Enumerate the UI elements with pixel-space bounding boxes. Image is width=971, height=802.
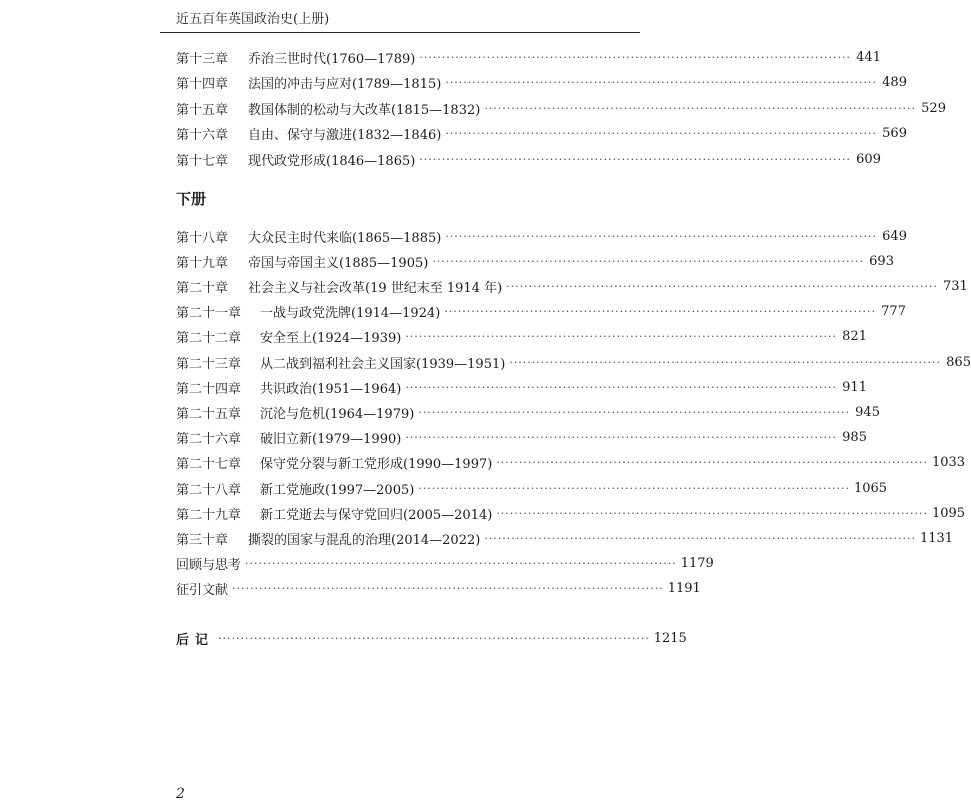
chapter-title: 新工党逝去与保守党回归(2005—2014) [260,507,493,523]
toc-entry[interactable] [176,453,966,473]
toc-entry[interactable] [176,302,906,322]
chapter-number: 第二十章 [176,280,229,296]
toc-entry[interactable] [176,503,966,523]
chapter-number: 第十九章 [176,255,229,271]
leader-dots: ································································································ [418,405,850,419]
page-ref: 821 [842,329,867,345]
toc-entry[interactable] [176,226,907,246]
chapter-title: 破旧立新(1979—1990) [260,432,402,448]
leader-dots: ································································································ [445,229,877,243]
toc-entry[interactable] [176,377,867,397]
page-ref: 489 [882,75,907,90]
leader-dots: ································································································ [218,631,650,645]
page-ref: 1179 [680,556,714,572]
toc-entry[interactable] [176,251,894,271]
chapter-title: 从二战到福利社会主义国家(1939—1951) [260,356,506,372]
leader-dots: ································································································ [419,50,851,64]
page-number: 2 [176,786,185,802]
chapter-number: 第十三章 [176,51,229,67]
leader-dots: ································································································ [496,506,928,520]
toc-entry[interactable] [176,149,881,169]
leader-dots: ································································································ [419,152,851,166]
section-title-lower-volume: 下册 [176,190,207,208]
chapter-number: 第二十二章 [176,331,242,347]
leader-dots: ································································································ [496,456,928,470]
page-ref: 1191 [667,581,701,597]
toc-entry[interactable] [176,352,971,372]
chapter-number: 第十六章 [176,128,229,143]
chapter-title: 回顾与思考 [176,558,242,574]
chapter-title: 安全至上(1924—1939) [260,331,402,347]
toc-entry[interactable] [176,554,714,574]
chapter-title: 社会主义与社会改革(19 世纪末至 1914 年) [248,280,503,296]
page-ref: 911 [842,379,867,395]
chapter-number: 第二十一章 [176,306,242,322]
page-ref: 649 [882,228,907,244]
chapter-title: 法国的冲击与应对(1789—1815) [248,77,442,92]
afterword-page: 1215 [653,630,687,646]
leader-dots: ································································································ [232,582,664,596]
chapter-number: 第三十章 [176,532,229,548]
chapter-title: 教国体制的松动与大改革(1815—1832) [248,102,481,118]
chapter-title: 共识政治(1951—1964) [260,381,402,397]
page-ref: 569 [882,126,907,141]
running-header: 近五百年英国政治史(上册) [176,12,330,27]
page-ref: 945 [855,404,880,420]
chapter-number: 第二十九章 [176,507,242,523]
toc-entry[interactable] [176,478,888,498]
page-ref: 529 [921,100,946,116]
toc-entry[interactable] [176,327,867,347]
chapter-title: 新工党施政(1997—2005) [260,482,415,498]
page-ref: 1033 [931,455,966,471]
chapter-title: 乔治三世时代(1760—1789) [248,51,416,67]
chapter-number: 第十四章 [176,77,229,92]
page-ref: 693 [869,253,894,269]
leader-dots: ································································································ [444,305,876,319]
page-ref: 865 [946,354,971,370]
page-ref: 985 [842,430,867,446]
chapter-title: 一战与政党洗牌(1914—1924) [260,306,441,322]
chapter-number: 第二十六章 [176,432,242,448]
page-ref: 441 [856,49,881,65]
toc-entry[interactable] [176,428,867,448]
chapter-number: 第二十五章 [176,406,242,422]
chapter-title: 大众民主时代来临(1865—1885) [248,230,442,246]
leader-dots: ································································································ [506,279,938,293]
toc-entry[interactable] [176,528,954,548]
page-ref: 609 [856,151,881,167]
chapter-number: 第十五章 [176,102,229,118]
page-ref: 777 [881,304,906,320]
chapter-title: 征引文献 [176,583,229,599]
chapter-title: 帝国与帝国主义(1885—1905) [248,255,429,271]
leader-dots: ································································································ [445,127,877,140]
page-ref: 1065 [853,480,888,496]
chapter-title: 沉沦与危机(1964—1979) [260,406,415,422]
header-rule [160,32,640,33]
toc-entry[interactable] [176,47,881,67]
chapter-title: 撕裂的国家与混乱的治理(2014—2022) [248,532,481,548]
leader-dots: ································································································ [445,76,877,89]
leader-dots: ································································································ [418,481,850,495]
chapter-title: 现代政党形成(1846—1865) [248,153,416,169]
chapter-number: 第二十三章 [176,356,242,372]
page-ref: 731 [943,278,968,294]
toc-entry[interactable] [176,579,701,599]
toc-entry[interactable] [176,276,968,296]
toc-entry[interactable] [176,73,907,93]
chapter-number: 第二十四章 [176,381,242,397]
chapter-title: 保守党分裂与新工党形成(1990—1997) [260,457,493,473]
chapter-number: 第二十八章 [176,482,242,498]
toc-entry[interactable] [176,98,946,118]
leader-dots: ································································································ [484,531,916,545]
chapter-number: 第十七章 [176,153,229,169]
leader-dots: ································································································ [245,557,677,571]
leader-dots: ································································································ [484,101,916,115]
chapter-title: 自由、保守与激进(1832—1846) [248,128,442,143]
page-ref: 1095 [931,505,966,521]
page-ref: 1131 [919,530,954,546]
leader-dots: ································································································ [405,380,837,394]
leader-dots: ································································································ [405,431,837,445]
leader-dots: ································································································ [509,355,941,369]
toc-entry-afterword[interactable] [176,628,687,648]
leader-dots: ································································································ [405,330,837,344]
toc-entry[interactable] [176,124,907,144]
chapter-number: 第十八章 [176,230,229,246]
chapter-number: 第二十七章 [176,457,242,473]
afterword-label: 后记 [176,632,215,648]
toc-entry[interactable] [176,402,880,422]
leader-dots: ································································································ [432,254,864,268]
